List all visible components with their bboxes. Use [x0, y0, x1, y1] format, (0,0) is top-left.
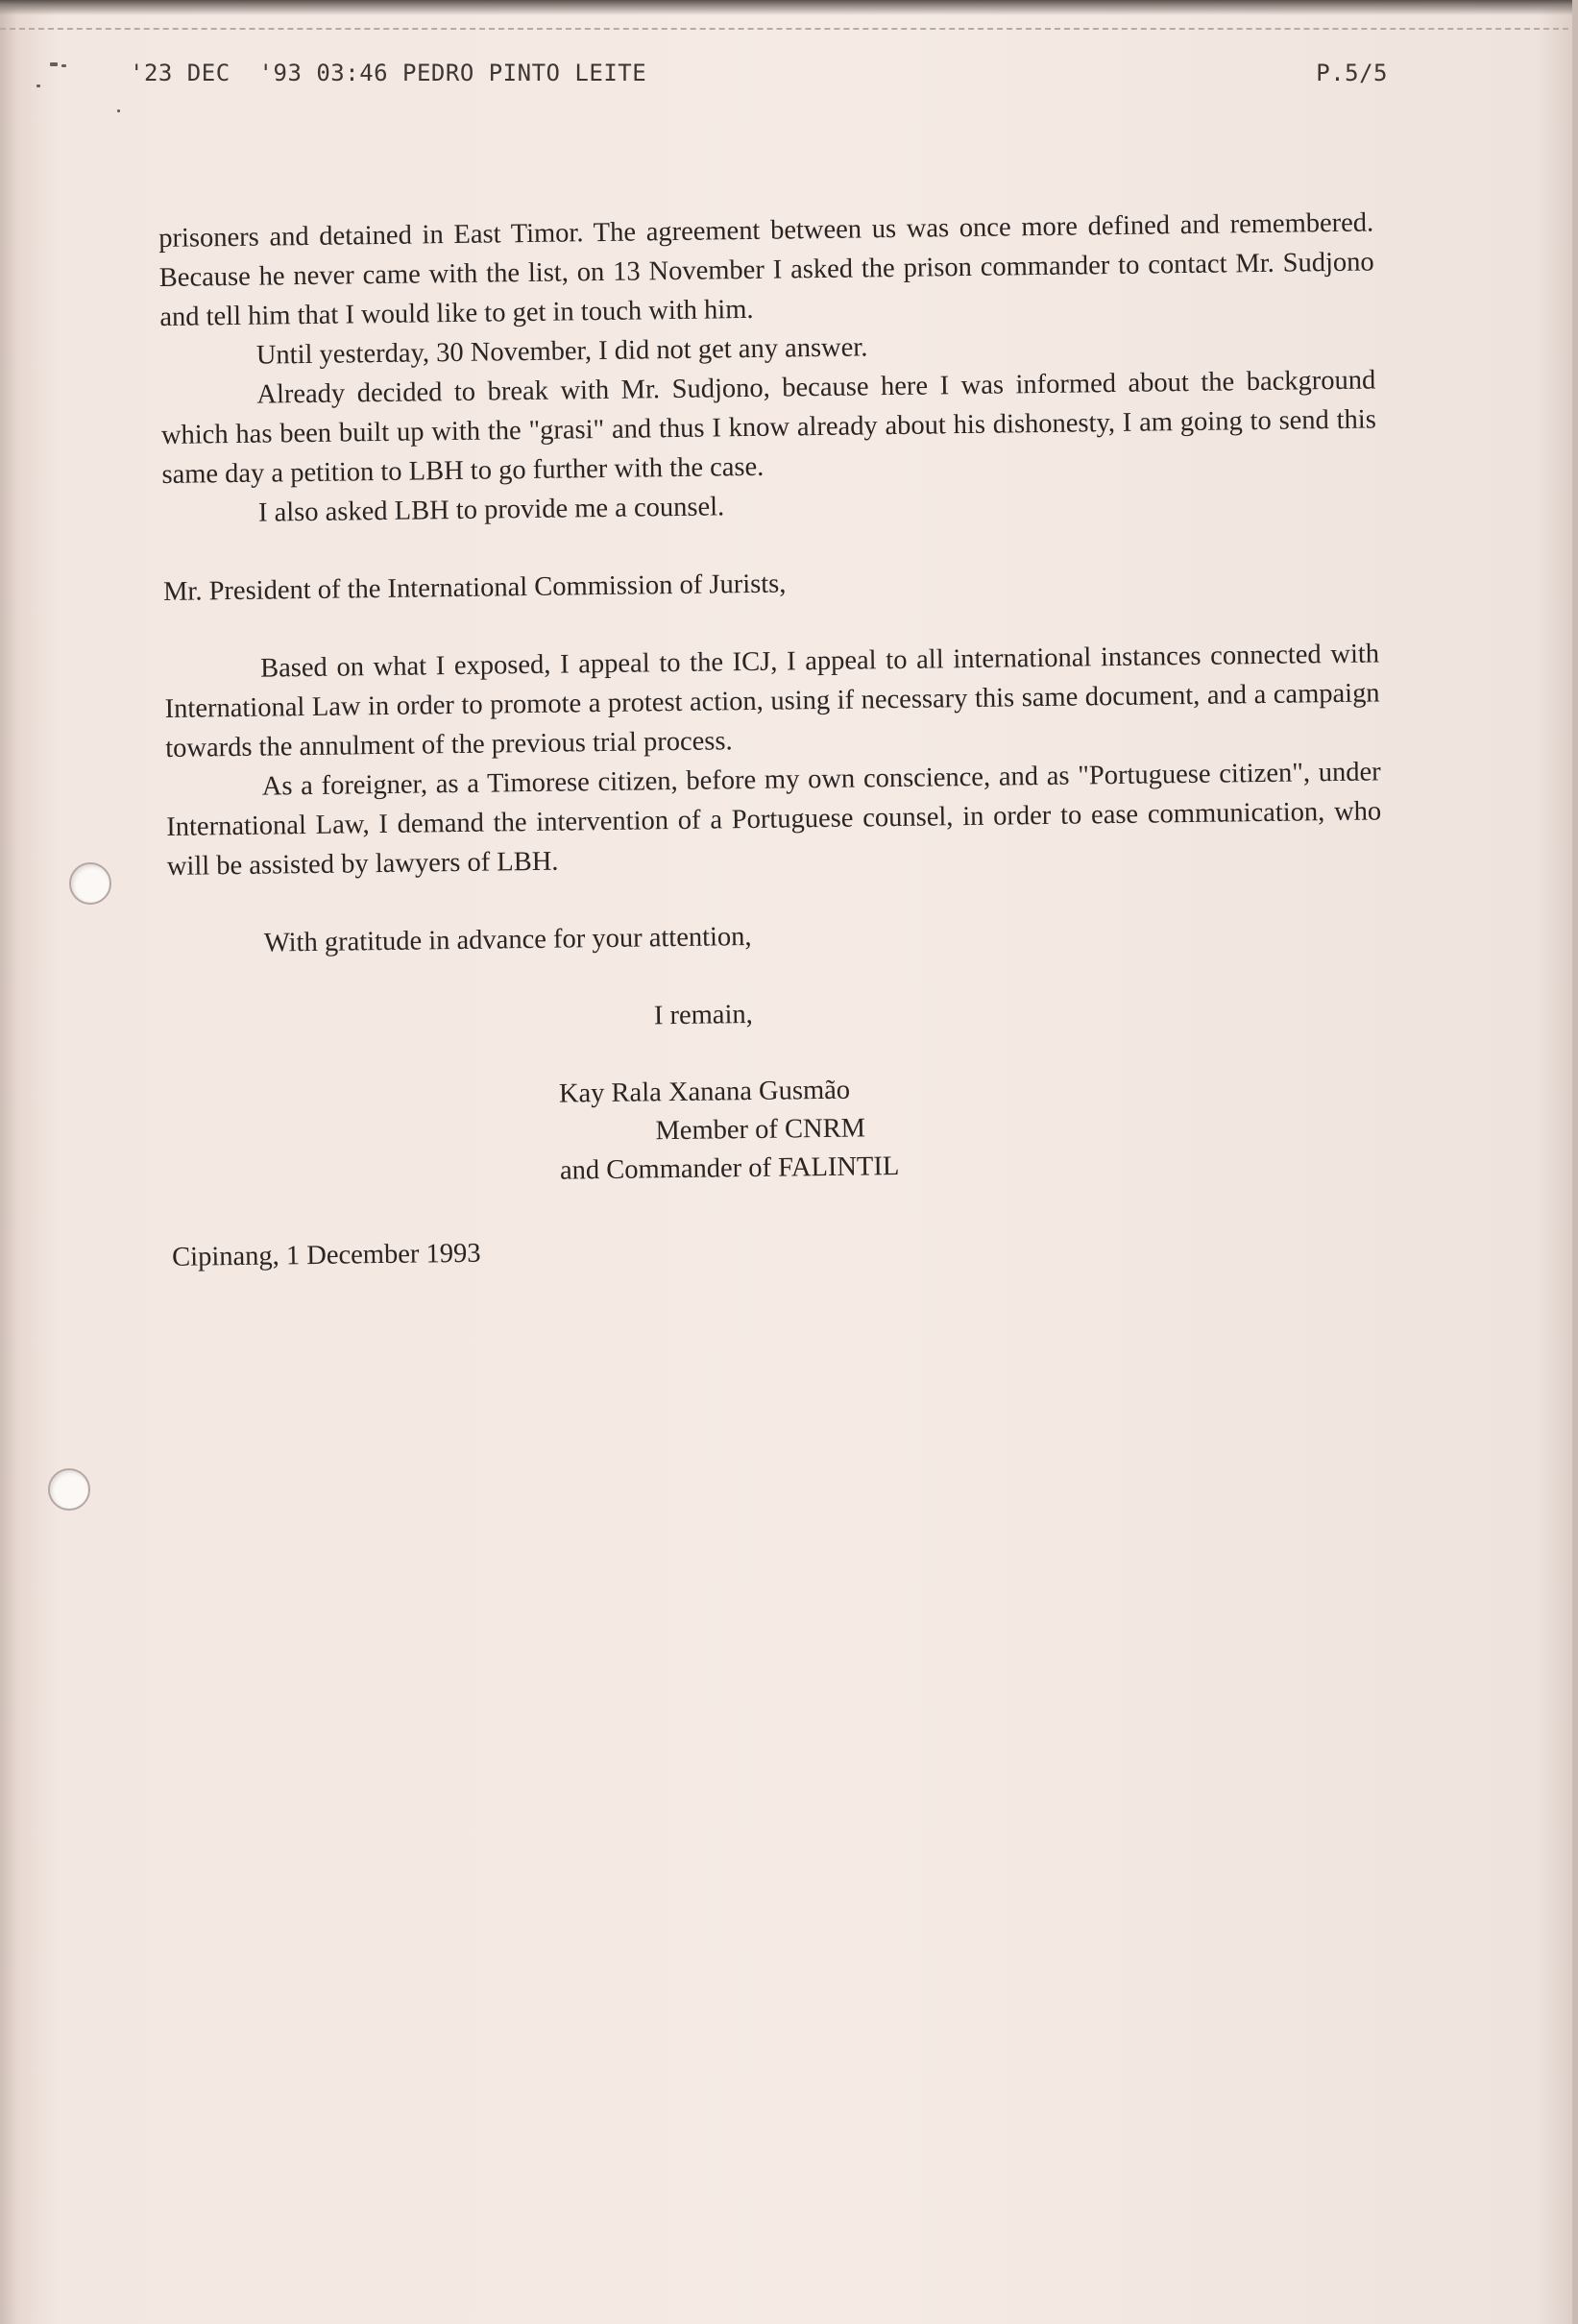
fax-transmission-header	[130, 60, 1388, 90]
appeal-paragraph: Based on what I exposed, I appeal to the ICJ, I appeal to all international instances connected with International Law in order to promote a protest action, using if necessary this same document, and a campaign towards the annulment of the previous trial process.	[164, 639, 1380, 763]
scan-speck	[50, 62, 58, 66]
scan-right-edge	[1572, 0, 1578, 2324]
fax-header-timestamp: '23 DEC '93 03:46 PEDRO PINTO LEITE	[130, 60, 647, 86]
place-and-date: Cipinang, 1 December 1993	[171, 1238, 481, 1272]
appeal-paragraph: As a foreigner, as a Timorese citizen, before my own conscience, and as "Portuguese citizen", under International Law, I demand the intervention of a Portuguese counsel, in order to ease communication, who will be assisted by lawyers of LBH.	[166, 757, 1382, 882]
punch-hole	[69, 862, 111, 905]
signature-block	[170, 1064, 1386, 1196]
letter-paragraph: Already decided to break with Mr. Sudjono, because here I was informed about the background which has been built up with the "grasi" and thus I know already about his dishonesty, I am going to send this same day a petition to LBH to go further with the case.	[160, 365, 1377, 490]
letter-paragraph: prisoners and detained in East Timor. The agreement between us was once more defined and remembered. Because he never came with the list, on 13 November I asked the prison commander to contact Mr. Sudjono and tell him that I would like to get in touch with him.	[158, 207, 1374, 332]
scan-speck	[61, 64, 66, 67]
letter-paragraph: I also asked LBH to provide me a counsel.	[257, 492, 725, 528]
signatory-name: Kay Rala Xanana Gusmão	[558, 1075, 851, 1109]
salutation: Mr. President of the International Commission of Jurists,	[162, 569, 787, 607]
fax-page-number: P.5/5	[1316, 60, 1388, 86]
scan-top-shadow	[0, 0, 1578, 15]
scan-speck	[36, 85, 40, 87]
letter-body	[158, 203, 1387, 1276]
signatory-role: Member of CNRM	[655, 1113, 866, 1147]
letter-paragraph: Until yesterday, 30 November, I did not get any answer.	[255, 332, 868, 371]
perforation-line	[0, 28, 1578, 30]
signatory-role: and Commander of FALINTIL	[559, 1150, 900, 1186]
closing-line: With gratitude in advance for your attention,	[263, 921, 752, 958]
closing-remain: I remain,	[653, 999, 753, 1031]
scan-speck	[117, 109, 120, 112]
punch-hole	[48, 1468, 90, 1511]
